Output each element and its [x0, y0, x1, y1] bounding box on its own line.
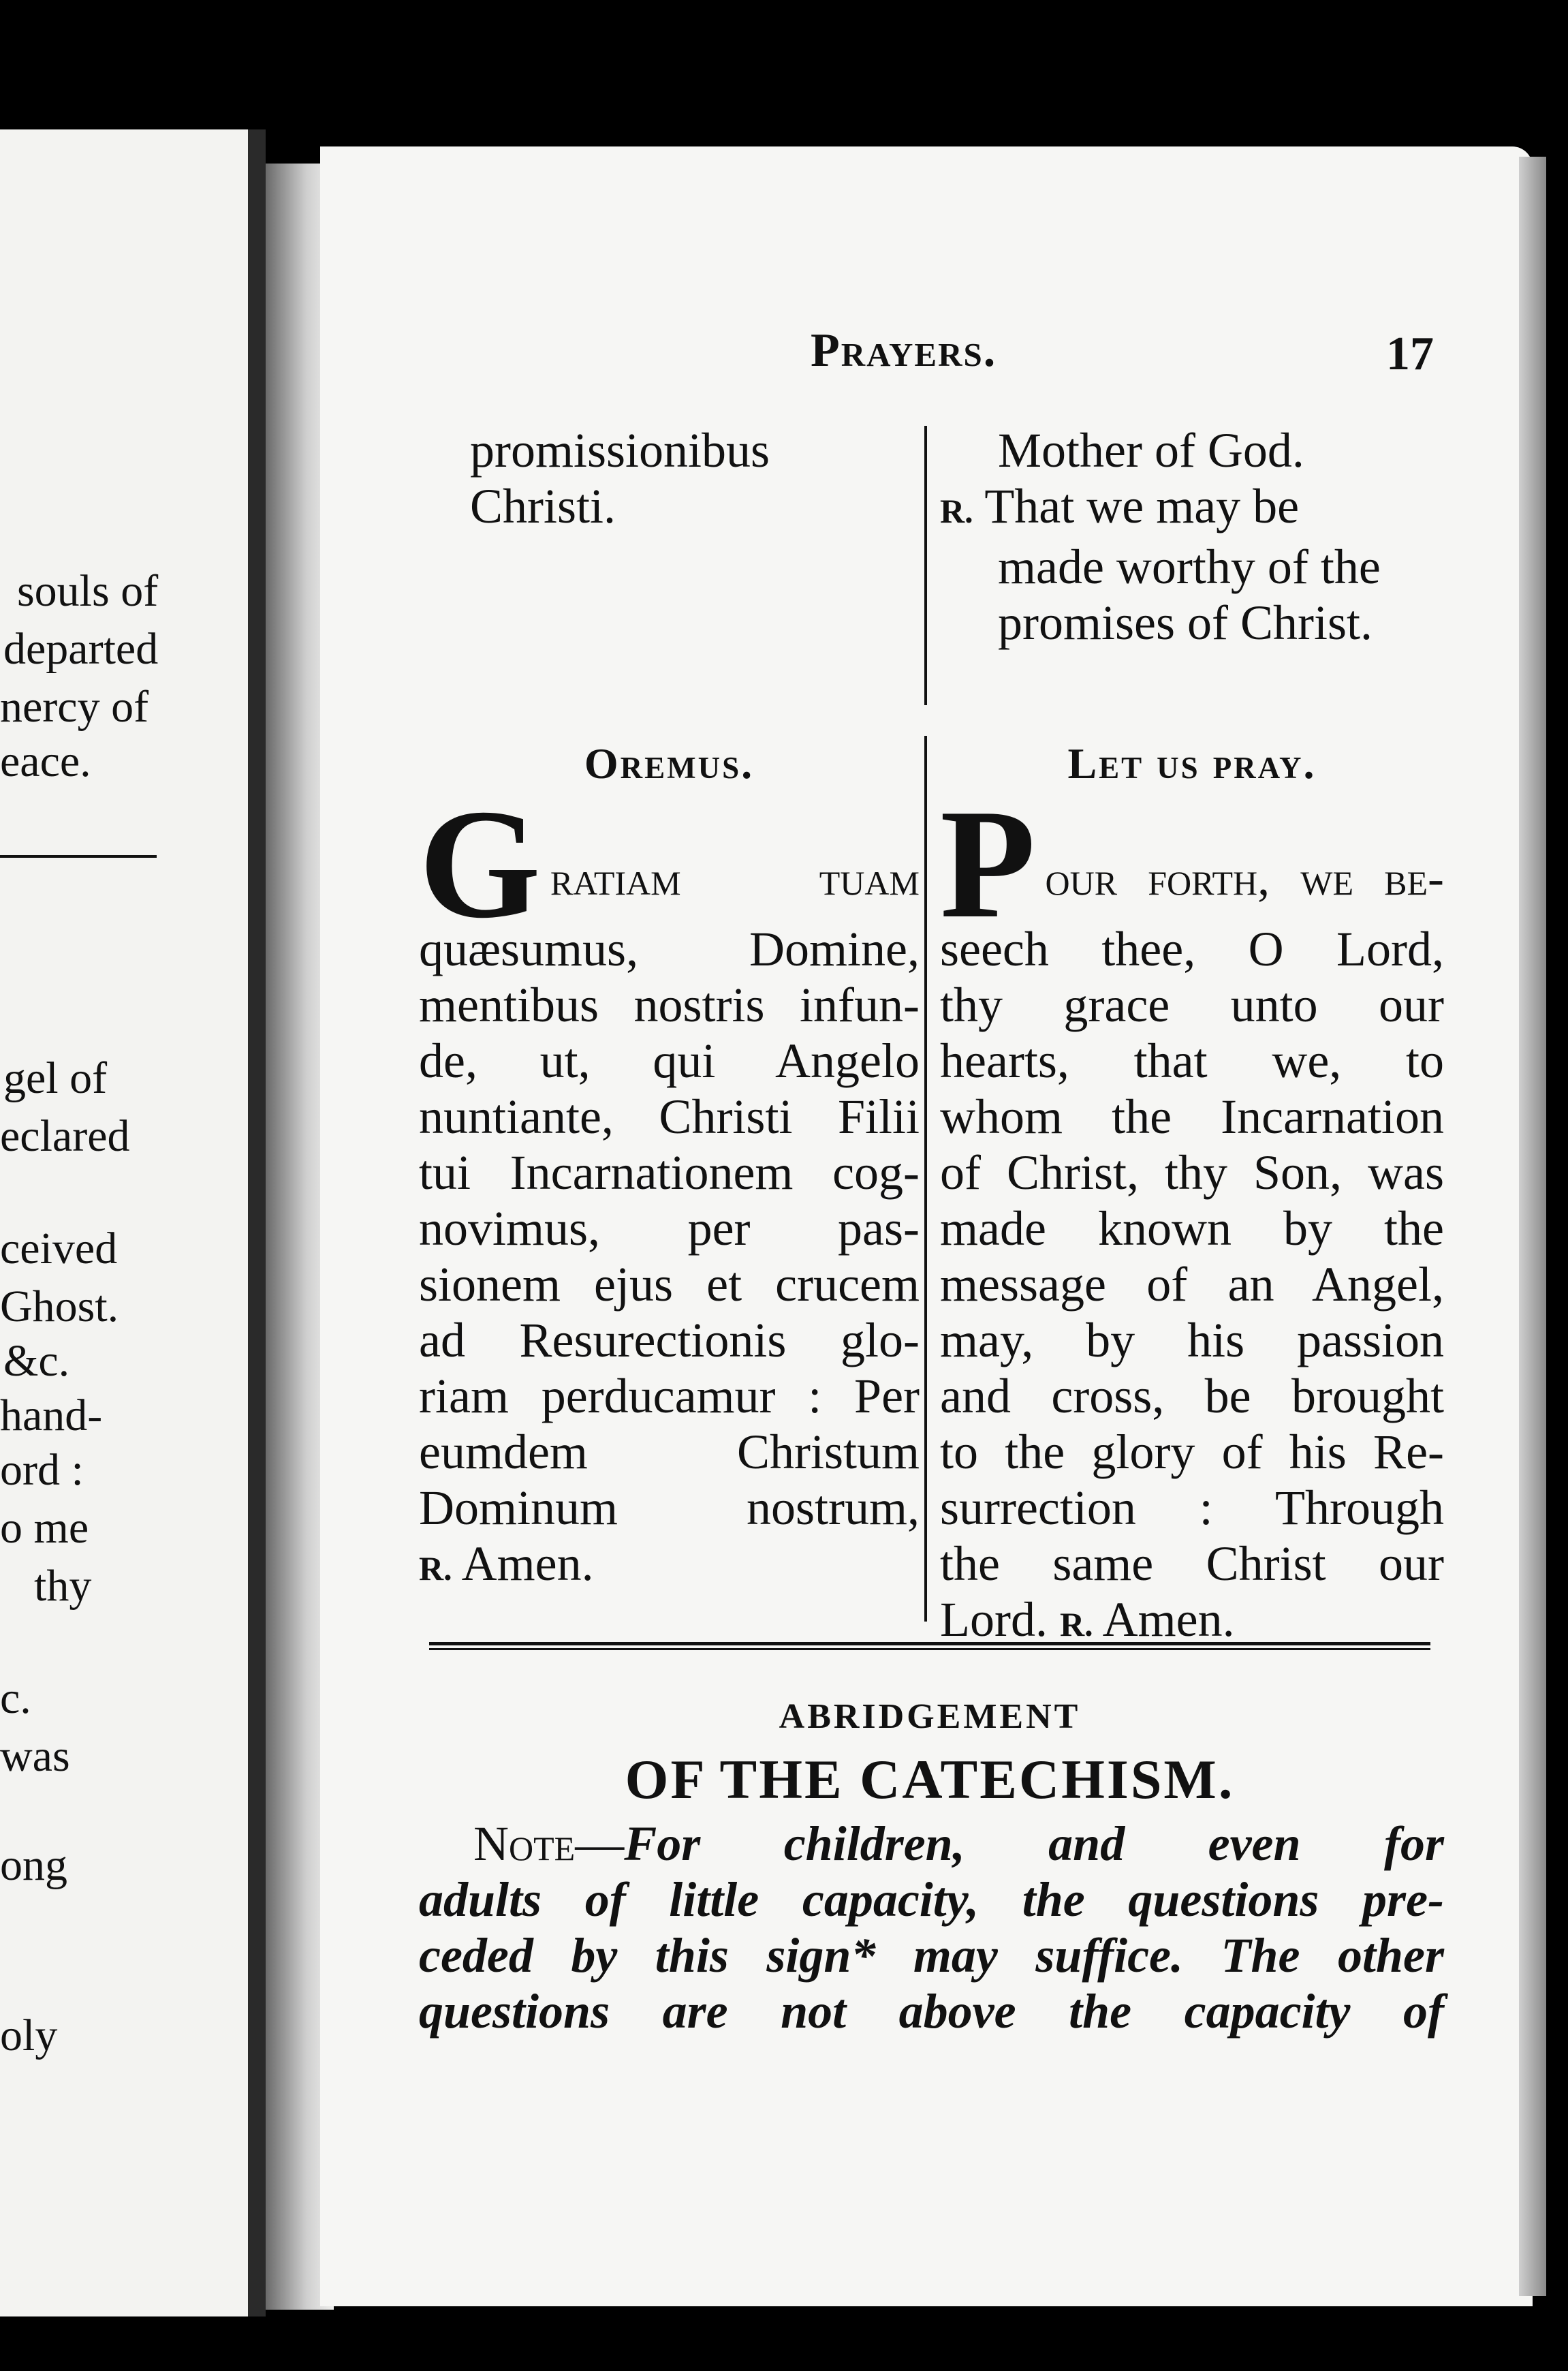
english-line: hearts, that we, to: [940, 1034, 1444, 1088]
response-mark: R.: [419, 1549, 452, 1587]
note-paragraph: [419, 1816, 1444, 2039]
english-line: surrection : Through: [940, 1481, 1444, 1535]
latin-line: de, ut, qui Angelo: [419, 1034, 920, 1088]
latin-versicle-line: promissionibus: [470, 423, 770, 478]
note-line: questions are not above the capacity of: [419, 1984, 1444, 2039]
english-prayer: [940, 777, 1444, 1652]
english-line: seech thee, O Lord,: [940, 922, 1444, 976]
latin-line: novimus, per pas-: [419, 1201, 920, 1256]
facing-page-fragment: gel of: [3, 1053, 108, 1103]
english-line: thy grace unto our: [940, 978, 1444, 1032]
latin-amen: Amen.: [461, 1536, 594, 1591]
english-line: the same Christ our: [940, 1536, 1444, 1591]
facing-page-fragment: thy: [34, 1561, 92, 1611]
latin-line: tui Incarnationem cog-: [419, 1145, 920, 1200]
latin-line: quæsumus, Domine,: [419, 922, 920, 976]
latin-line: ad Resurectionis glo-: [419, 1313, 920, 1367]
english-line: message of an Angel,: [940, 1257, 1444, 1312]
facing-page-fragment: o me: [0, 1503, 89, 1553]
latin-line: Dominum nostrum,: [419, 1481, 920, 1535]
facing-page-fragment: hand-: [0, 1391, 103, 1440]
english-drop-cap: P: [940, 777, 1036, 950]
facing-page-fragment: eclared: [0, 1111, 130, 1161]
latin-versicle: [419, 422, 920, 534]
page-edge: [1519, 157, 1546, 2296]
latin-heading: Oremus.: [584, 739, 755, 788]
english-amen: Amen.: [1102, 1592, 1235, 1647]
facing-page-fragment: &c.: [3, 1336, 70, 1386]
english-line: whom the Incarnation: [940, 1089, 1444, 1144]
english-line: and cross, be brought: [940, 1369, 1444, 1423]
note-line: ceded by this sign* may suffice. The other: [419, 1928, 1444, 1983]
latin-drop-cap: G: [419, 777, 541, 950]
facing-page-fragment: eace.: [0, 737, 91, 786]
section-kicker: ABRIDGEMENT: [779, 1697, 1081, 1736]
column-divider-bottom: [924, 736, 927, 1622]
facing-page-fragment: oly: [0, 2011, 58, 2060]
facing-page-fragment: was: [0, 1731, 70, 1781]
facing-page-fragment: ong: [0, 1840, 67, 1890]
english-heading: Let us pray.: [1067, 739, 1317, 788]
english-versicle-line: Mother of God.: [998, 423, 1304, 478]
facing-page: [0, 129, 266, 2316]
english-versicle-line: made worthy of the: [998, 540, 1381, 594]
latin-line: nuntiante, Christi Filii: [419, 1089, 920, 1144]
note-line: For children, and even for: [624, 1816, 1444, 1871]
response-mark: R.: [940, 492, 973, 530]
double-rule: [429, 1642, 1430, 1650]
note-label: Note—: [473, 1816, 625, 1871]
response-mark: R.: [1059, 1605, 1093, 1643]
facing-page-fragment: souls of: [17, 566, 159, 616]
english-versicle-line: promises of Christ.: [998, 595, 1373, 650]
latin-prayer: [419, 777, 920, 1596]
page-number: 17: [1386, 328, 1434, 380]
facing-page-rule: [0, 855, 157, 858]
facing-page-fragment: Ghost.: [0, 1282, 119, 1331]
facing-page-fragment: ceived: [0, 1224, 118, 1273]
column-divider-top: [924, 426, 927, 705]
english-line: may, by his passion: [940, 1313, 1444, 1367]
english-versicle-line: That we may be: [984, 479, 1300, 533]
latin-versicle-line: Christi.: [470, 479, 616, 533]
english-line: made known by the: [940, 1201, 1444, 1256]
english-line: of Christ, thy Son, was: [940, 1145, 1444, 1200]
latin-first-line: ratiam tuam: [550, 851, 920, 905]
english-versicle: [940, 422, 1444, 651]
latin-line: eumdem Christum: [419, 1425, 920, 1479]
note-line: adults of little capacity, the questions pre-: [419, 1872, 1444, 1927]
facing-page-fragment: nercy of: [0, 682, 149, 732]
english-last-line: Lord.: [940, 1592, 1048, 1647]
section-title: OF THE CATECHISM.: [625, 1748, 1235, 1810]
english-line: to the glory of his Re-: [940, 1425, 1444, 1479]
facing-page-fragment: c.: [0, 1673, 31, 1723]
latin-line: sionem ejus et crucem: [419, 1257, 920, 1312]
running-head: Prayers.: [811, 324, 997, 377]
latin-line: mentibus nostris infun-: [419, 978, 920, 1032]
facing-page-fragment: departed: [3, 624, 159, 674]
facing-page-fragment: ord :: [0, 1445, 84, 1495]
latin-line: riam perducamur : Per: [419, 1369, 920, 1423]
english-first-line: our forth, we be-: [1045, 851, 1444, 905]
